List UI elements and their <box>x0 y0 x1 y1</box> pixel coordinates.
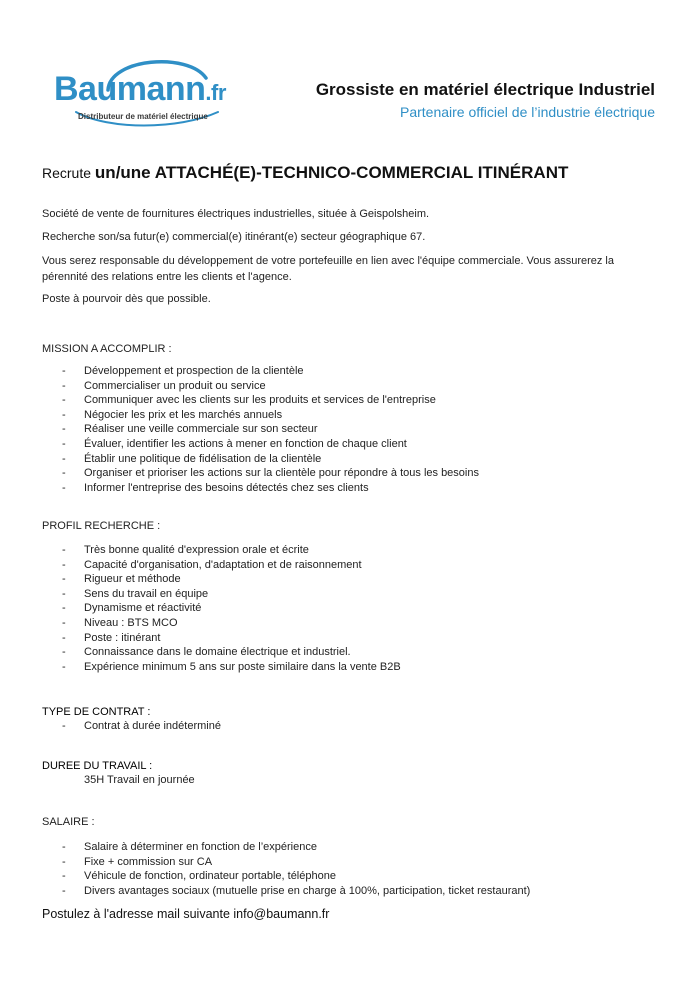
list-item <box>42 572 401 587</box>
header-subtitle: Partenaire officiel de l’industrie électrique <box>400 104 655 120</box>
intro-paragraph-3: Vous serez responsable du développement de votre portefeuille en lien avec l'équipe commerciale. Vous assurerez la pérennité des relations entre les clients et l'agence. <box>42 255 614 283</box>
intro-paragraph-4: Poste à pourvoir dès que possible. <box>42 293 211 305</box>
dash-bullet-icon: - <box>62 720 66 732</box>
list-item <box>42 437 479 452</box>
list-item-text: Très bonne qualité d'expression orale et écrite <box>84 544 309 556</box>
list-item-text: Véhicule de fonction, ordinateur portable, téléphone <box>84 870 336 883</box>
contrat-list <box>42 719 221 734</box>
list-item <box>42 543 401 558</box>
dash-bullet-icon: - <box>62 544 66 556</box>
list-item <box>42 601 401 616</box>
duree-heading: DUREE DU TRAVAIL : <box>42 760 153 772</box>
dash-bullet-icon: - <box>62 452 66 465</box>
dash-bullet-icon: - <box>62 437 66 450</box>
list-item <box>42 393 479 408</box>
dash-bullet-icon: - <box>62 660 66 673</box>
dash-bullet-icon: - <box>62 631 66 644</box>
dash-bullet-icon: - <box>62 558 66 571</box>
duree-text: 35H Travail en journée <box>84 774 195 786</box>
mission-list <box>42 364 479 495</box>
list-item <box>42 408 479 423</box>
dash-bullet-icon: - <box>62 870 66 883</box>
dash-bullet-icon: - <box>62 616 66 629</box>
profil-list <box>42 543 401 674</box>
list-item <box>42 558 401 573</box>
dash-bullet-icon: - <box>62 467 66 480</box>
logo-tagline: Distributeur de matériel électrique <box>78 112 208 121</box>
dash-bullet-icon: - <box>62 423 66 436</box>
list-item-text: Communiquer avec les clients sur les produits et services de l'entreprise <box>84 394 436 407</box>
list-item <box>42 840 530 855</box>
list-item <box>42 616 401 631</box>
logo-main-text: Baumann <box>54 70 206 108</box>
list-item-text: Capacité d'organisation, d'adaptation et de raisonnement <box>84 558 362 571</box>
dash-bullet-icon: - <box>62 408 66 421</box>
list-item <box>42 364 479 379</box>
list-item <box>42 452 479 467</box>
list-item <box>42 855 530 870</box>
dash-bullet-icon: - <box>62 379 66 392</box>
list-item-text: Expérience minimum 5 ans sur poste similaire dans la vente B2B <box>84 660 401 673</box>
dash-bullet-icon: - <box>62 841 66 853</box>
mission-heading: MISSION A ACCOMPLIR : <box>42 343 172 355</box>
logo-wordmark <box>54 72 226 106</box>
list-item <box>42 379 479 394</box>
list-item-text: Fixe + commission sur CA <box>84 855 213 868</box>
dash-bullet-icon: - <box>62 855 66 868</box>
header-title: Grossiste en matériel électrique Industriel <box>315 80 655 99</box>
profil-heading: PROFIL RECHERCHE : <box>42 520 161 532</box>
intro-paragraph-2: Recherche son/sa futur(e) commercial(e) itinérant(e) secteur géographique 67. <box>42 231 426 243</box>
list-item <box>42 631 401 646</box>
job-title-prefix: Recrute <box>42 165 95 181</box>
job-title-main: un/une ATTACHÉ(E)-TECHNICO-COMMERCIAL ITINÉRANT <box>94 163 569 182</box>
list-item <box>42 587 401 602</box>
dash-bullet-icon: - <box>62 573 66 586</box>
list-item-text: Salaire à déterminer en fonction de l’expérience <box>84 841 317 853</box>
list-item-text: Dynamisme et réactivité <box>84 602 202 615</box>
list-item-text: Informer l'entreprise des besoins détectés chez ses clients <box>84 481 369 494</box>
list-item-text: Développement et prospection de la clientèle <box>84 365 304 377</box>
intro-paragraph-1: Société de vente de fournitures électriques industrielles, située à Geispolsheim. <box>42 208 430 220</box>
list-item <box>42 645 401 660</box>
list-item-text: Évaluer, identifier les actions à mener en fonction de chaque client <box>84 437 407 450</box>
dash-bullet-icon: - <box>62 365 66 377</box>
dash-bullet-icon: - <box>62 602 66 615</box>
dash-bullet-icon: - <box>62 481 66 494</box>
list-item-text: Divers avantages sociaux (mutuelle prise en charge à 100%, participation, ticket restaurant) <box>84 884 531 897</box>
dash-bullet-icon: - <box>62 587 66 600</box>
list-item <box>42 660 401 675</box>
salaire-list <box>42 840 530 898</box>
dash-bullet-icon: - <box>62 394 66 407</box>
baumann-logo <box>48 50 248 130</box>
list-item-text: Organiser et prioriser les actions sur la clientèle pour répondre à tous les besoins <box>84 467 479 480</box>
apply-footer: Postulez à l'adresse mail suivante info@baumann.fr <box>42 907 330 921</box>
list-item-text: Poste : itinérant <box>84 631 161 644</box>
list-item-text: Niveau : BTS MCO <box>84 616 178 629</box>
list-item-text: Sens du travail en équipe <box>84 587 209 600</box>
list-item <box>42 884 530 899</box>
list-item <box>42 466 479 481</box>
list-item-text: Rigueur et méthode <box>84 573 181 586</box>
contrat-heading: TYPE DE CONTRAT : <box>42 706 151 718</box>
dash-bullet-icon: - <box>62 884 66 897</box>
logo-fr-text: .fr <box>205 80 226 105</box>
list-item <box>42 869 530 884</box>
list-item-text: Réaliser une veille commerciale sur son secteur <box>84 423 318 436</box>
list-item-text: Contrat à durée indéterminé <box>84 720 221 732</box>
list-item-text: Établir une politique de fidélisation de la clientèle <box>84 452 322 465</box>
list-item <box>42 422 479 437</box>
list-item-text: Connaissance dans le domaine électrique et industriel. <box>84 646 351 659</box>
list-item-text: Commercialiser un produit ou service <box>84 379 266 392</box>
list-item <box>42 719 221 734</box>
list-item-text: Négocier les prix et les marchés annuels <box>84 408 283 421</box>
dash-bullet-icon: - <box>62 646 66 659</box>
list-item <box>42 481 479 496</box>
job-title <box>42 163 568 183</box>
salaire-heading: SALAIRE : <box>42 816 95 828</box>
